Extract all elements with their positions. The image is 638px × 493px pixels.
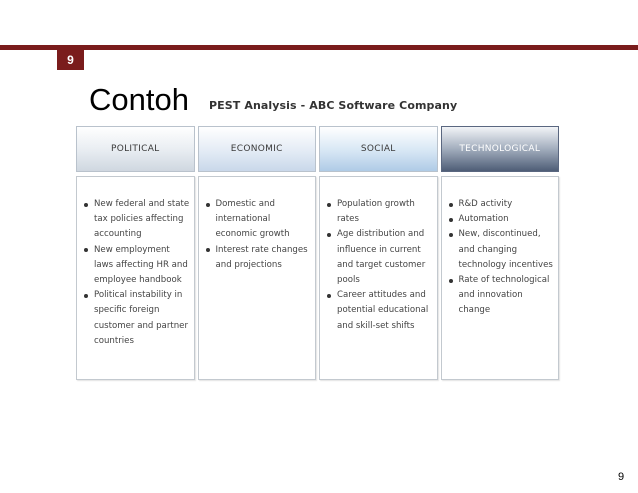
- list-item: R&D activity: [448, 197, 555, 212]
- column-body-technological: [441, 176, 560, 380]
- column-technological: [441, 126, 560, 380]
- top-divider-bar: [0, 45, 638, 50]
- pest-table-title: PEST Analysis - ABC Software Company: [209, 99, 458, 112]
- column-body-economic: [198, 176, 317, 380]
- column-social: [319, 126, 438, 380]
- column-header-economic: ECONOMIC: [198, 126, 317, 172]
- column-political: [76, 126, 195, 380]
- list-item: Rate of technological and innovation change: [448, 273, 555, 319]
- list-item: New employment laws affecting HR and employee handbook: [83, 243, 190, 289]
- list-item: Population growth rates: [326, 197, 433, 227]
- page-number: 9: [618, 471, 625, 483]
- column-economic: [198, 126, 317, 380]
- list-item: Automation: [448, 212, 555, 227]
- slide-title: Contoh: [89, 82, 189, 117]
- pest-analysis-table: [76, 126, 559, 380]
- list-item: Interest rate changes and projections: [205, 243, 312, 273]
- list-item: Political instability in specific foreign customer and partner countries: [83, 288, 190, 349]
- slide-number-badge: 9: [57, 50, 84, 70]
- list-item: Domestic and international economic growth: [205, 197, 312, 243]
- list-item: Career attitudes and potential educational and skill-set shifts: [326, 288, 433, 334]
- column-header-political: POLITICAL: [76, 126, 195, 172]
- column-header-social: SOCIAL: [319, 126, 438, 172]
- column-body-social: [319, 176, 438, 380]
- column-body-political: [76, 176, 195, 380]
- list-item: New federal and state tax policies affecting accounting: [83, 197, 190, 243]
- list-item: Age distribution and influence in current and target customer pools: [326, 227, 433, 288]
- column-header-technological: TECHNOLOGICAL: [441, 126, 560, 172]
- list-item: New, discontinued, and changing technology incentives: [448, 227, 555, 273]
